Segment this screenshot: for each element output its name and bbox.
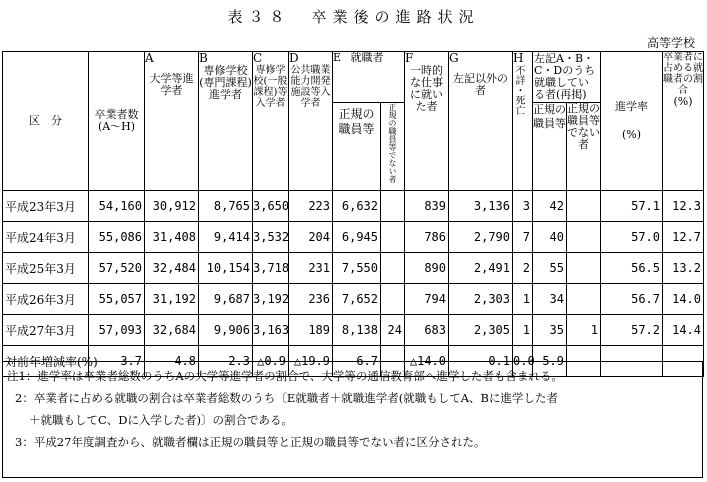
cell-h: 1 [513, 284, 533, 315]
cell-k2 [567, 191, 601, 222]
header-col-g-letter: G [449, 51, 459, 65]
cell-f: 786 [405, 222, 449, 253]
cell-e1: 6,632 [333, 191, 381, 222]
cell-d: 223 [289, 191, 333, 222]
cell-k2: 1 [567, 315, 601, 346]
header-emp-label: 卒業者に占める就職者の割合 [663, 52, 704, 96]
cell-g: 2,790 [449, 222, 513, 253]
header-graduates-label: 卒業者数 [94, 108, 139, 121]
row-label: 平成27年3月 [3, 315, 89, 346]
header-col-h-label: 不詳・死亡 [513, 65, 524, 115]
cell-e1: 8,138 [333, 315, 381, 346]
header-e-nonregular-label: 正規の職員等でない者 [388, 103, 397, 183]
header-col-g [449, 52, 513, 191]
header-rate-unit: (%) [621, 128, 642, 141]
cell-b: 2.3 [199, 346, 253, 377]
header-graduates [89, 52, 145, 191]
header-col-d [289, 52, 333, 191]
header-col-b-label: 専修学校(専門課程)進学者 [199, 64, 252, 101]
header-abcd-nonregular: 正規の職員等でない者 [567, 103, 601, 191]
header-col-g-label: 左記以外の者 [453, 72, 508, 97]
cell-c: 3,163 [253, 315, 289, 346]
cell-a: 30,912 [145, 191, 199, 222]
cell-e1: 7,550 [333, 253, 381, 284]
header-col-c [253, 52, 289, 191]
header-e-nonregular [381, 103, 405, 191]
cell-e2: 24 [381, 315, 405, 346]
cell-h: 0.0 [513, 346, 533, 377]
cell-rate: 56.7 [601, 284, 663, 315]
cell-grad: 57,093 [89, 315, 145, 346]
cell-b: 9,906 [199, 315, 253, 346]
cell-f: 794 [405, 284, 449, 315]
cell-rate: 57.0 [601, 222, 663, 253]
row-label: 平成25年3月 [3, 253, 89, 284]
cell-f: 839 [405, 191, 449, 222]
cell-k1: 35 [533, 315, 567, 346]
cell-f: 683 [405, 315, 449, 346]
header-col-e-label: 就職者 [350, 51, 384, 64]
header-col-h-letter: H [513, 51, 524, 65]
header-col-a [145, 52, 199, 191]
cell-grad: 3.7 [89, 346, 145, 377]
cell-d: 189 [289, 315, 333, 346]
cell-f: 890 [405, 253, 449, 284]
row-label: 平成26年3月 [3, 284, 89, 315]
unit-label: 高等学校 [646, 36, 695, 50]
note-2: 2：卒業者に占める就職の割合は卒業者総数のうち〔E就職者＋就職進学者(就職もしてA、Bに進学した者 [15, 391, 558, 405]
table-row [3, 284, 704, 315]
header-col-a-label: 大学等進学者 [149, 72, 194, 97]
cell-k2 [567, 253, 601, 284]
table-row [3, 315, 704, 346]
header-rate-label: 進学率 [615, 100, 649, 113]
cell-h: 7 [513, 222, 533, 253]
cell-c: 3,718 [253, 253, 289, 284]
header-col-f-label: 一時的な仕事に就いた者 [410, 64, 443, 113]
cell-k1: 42 [533, 191, 567, 222]
header-abcd: 左記A・B・C・Dのうち就職している者(再掲) [533, 52, 601, 103]
cell-c: 3,532 [253, 222, 289, 253]
cell-emp: 12.7 [663, 222, 704, 253]
cell-h: 1 [513, 315, 533, 346]
cell-b: 10,154 [199, 253, 253, 284]
page-title: 表３８ 卒業後の進路状況 [227, 8, 480, 26]
cell-e1: 7,652 [333, 284, 381, 315]
header-col-b [199, 52, 253, 191]
header-emp [663, 52, 704, 191]
header-kubun: 区 分 [3, 52, 89, 191]
cell-d: 236 [289, 284, 333, 315]
cell-rate: 56.5 [601, 253, 663, 284]
header-emp-unit: (%) [673, 95, 693, 108]
cell-c: 3,650 [253, 191, 289, 222]
cell-k1: 55 [533, 253, 567, 284]
cell-d: △19.9 [289, 346, 333, 377]
cell-e2 [381, 222, 405, 253]
header-col-c-label: 専修学校(一般課程)等入学者 [253, 65, 288, 109]
header-col-d-label: 公共職業能力開発施設等入学者 [290, 65, 331, 109]
cell-c: △0.9 [253, 346, 289, 377]
cell-b: 8,765 [199, 191, 253, 222]
cell-a: 32,484 [145, 253, 199, 284]
header-col-a-letter: A [145, 51, 154, 65]
note-1: 注1：進学率は卒業者総数のうちAの大学等進学者の割合で、大学等の通信教育部へ進学した者も含まれる。 [7, 369, 563, 383]
cell-emp: 13.2 [663, 253, 704, 284]
notes [2, 361, 703, 478]
cell-e2 [381, 191, 405, 222]
header-col-e-letter: E [333, 51, 342, 64]
cell-emp: 12.3 [663, 191, 704, 222]
cell-emp: 14.4 [663, 315, 704, 346]
note-3: 3：平成27年度調査から、就職者欄は正規の職員等と正規の職員等でない者に区分された。 [15, 435, 486, 449]
cell-a: 32,684 [145, 315, 199, 346]
cell-g: 2,305 [449, 315, 513, 346]
header-graduates-sub: (A〜H) [97, 120, 136, 133]
cell-k1: 5.9 [533, 346, 567, 377]
cell-d: 231 [289, 253, 333, 284]
table-row [3, 253, 704, 284]
cell-g: 0.1 [449, 346, 513, 377]
row-label: 平成24年3月 [3, 222, 89, 253]
cell-a: 31,408 [145, 222, 199, 253]
cell-e2 [381, 284, 405, 315]
cell-g: 2,303 [449, 284, 513, 315]
header-col-c-letter: C [253, 51, 263, 65]
cell-k1: 40 [533, 222, 567, 253]
note-2-cont: ＋就職もしてC、Dに入学した者)〕の割合である。 [29, 413, 294, 427]
career-table [2, 51, 704, 377]
table-row [3, 191, 704, 222]
cell-k2 [567, 222, 601, 253]
cell-b: 9,414 [199, 222, 253, 253]
header-col-d-letter: D [289, 51, 299, 65]
cell-emp: 14.0 [663, 284, 704, 315]
cell-e2 [381, 253, 405, 284]
cell-c: 3,192 [253, 284, 289, 315]
header-col-h [513, 52, 533, 191]
cell-a: 31,192 [145, 284, 199, 315]
cell-k1: 34 [533, 284, 567, 315]
cell-grad: 55,086 [89, 222, 145, 253]
header-col-e [333, 52, 405, 103]
cell-d: 204 [289, 222, 333, 253]
header-col-f [405, 52, 449, 191]
table-row [3, 222, 704, 253]
row-label: 対前年増減率(%) [3, 346, 89, 377]
header-abcd-regular: 正規の職員等 [533, 103, 567, 191]
cell-e1: 6,945 [333, 222, 381, 253]
cell-grad: 55,057 [89, 284, 145, 315]
cell-f: △14.0 [405, 346, 449, 377]
cell-g: 2,491 [449, 253, 513, 284]
cell-grad: 54,160 [89, 191, 145, 222]
cell-rate: 57.2 [601, 315, 663, 346]
header-e-regular: 正規の職員等 [333, 103, 381, 191]
header-col-f-letter: F [405, 51, 414, 65]
cell-e1: 6.7 [333, 346, 381, 377]
cell-grad: 57,520 [89, 253, 145, 284]
row-label: 平成23年3月 [3, 191, 89, 222]
header-col-b-letter: B [199, 51, 208, 65]
cell-g: 3,136 [449, 191, 513, 222]
cell-h: 3 [513, 191, 533, 222]
cell-h: 2 [513, 253, 533, 284]
header-rate [601, 52, 663, 191]
cell-k2 [567, 284, 601, 315]
cell-rate: 57.1 [601, 191, 663, 222]
cell-a: 4.8 [145, 346, 199, 377]
cell-b: 9,687 [199, 284, 253, 315]
table-body [3, 191, 704, 377]
